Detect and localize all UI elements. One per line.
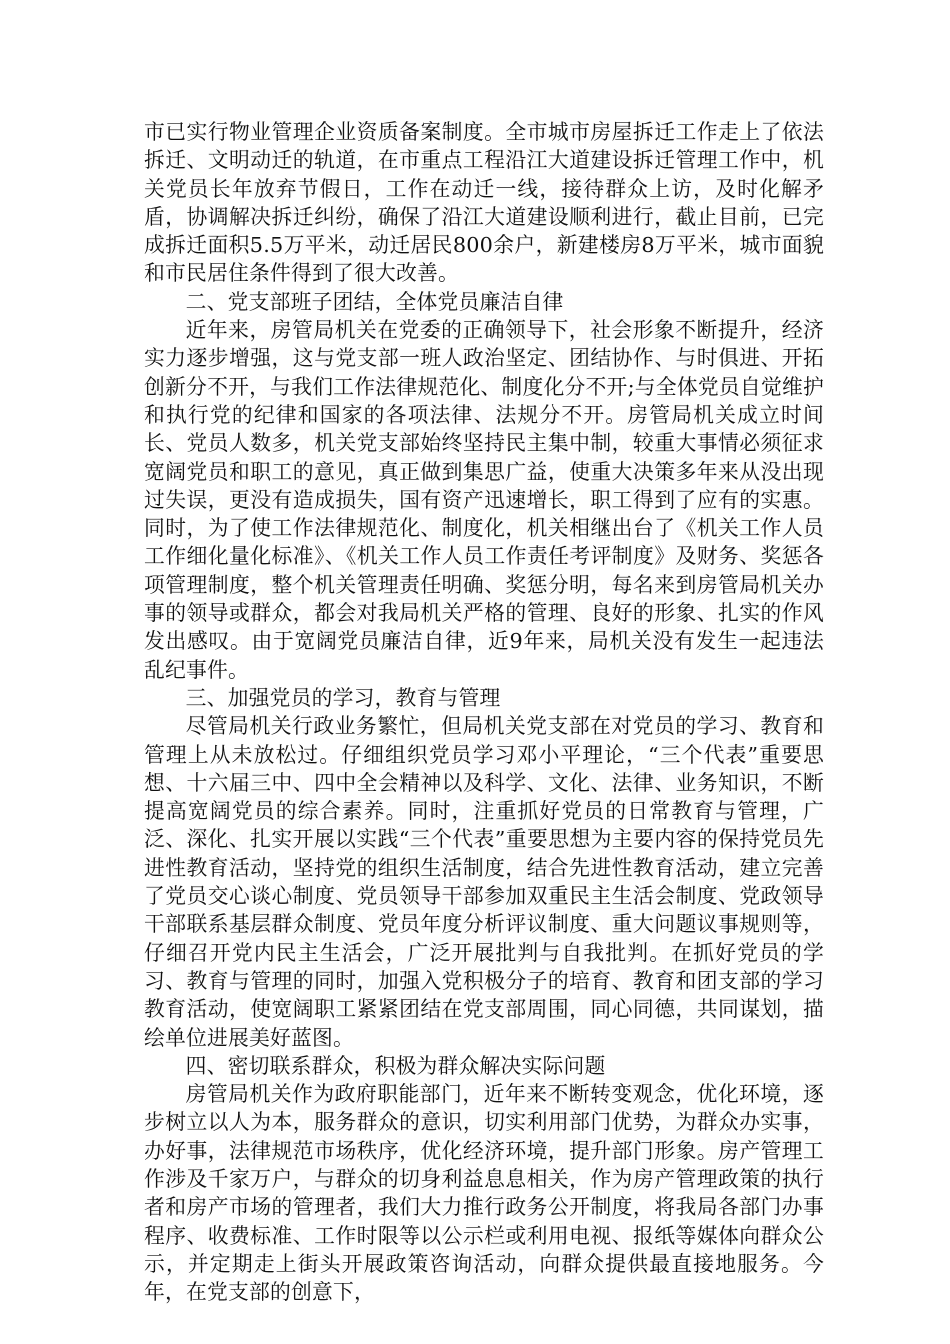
paragraph-demolition-results: 市已实行物业管理企业资质备案制度。全市城市房屋拆迁工作走上了依法拆迁、文明动迁的轨道，在市重点工程沿江大道建设拆迁管理工作中，机关党员长年放弃节假日，工作在动迁一线，接待群众上访，及时化解矛盾，协调解决拆迁纠纷，确保了沿江大道建设顺利进行，截止目前，已完成拆迁面积5.5万平米，动迁居民800余户，新建楼房8万平米，城市面貌和市民居住条件得到了很大改善。 [144, 120, 824, 286]
section-heading-3: 三、加强党员的学习，教育与管理 [185, 685, 501, 710]
paragraph-serve-masses: 房管局机关作为政府职能部门，近年来不断转变观念，优化环境，逐步树立以人为本，服务群众的意识，切实利用部门优势，为群众办实事，办好事，法律规范市场秩序，优化经济环境，提升部门形象。房产管理工作涉及千家万户，与群众的切身利益息息相关，作为房产管理政策的执行者和房产市场的管理者，我们大力推行政务公开制度，将我局各部门办事程序、收费标准、工作时限等以公示栏或利用电视、报纸等媒体向群众公示，并定期走上街头开展政策咨询活动，向群众提供最直接地服务。今年，在党支部的创意下， [144, 1082, 824, 1305]
section-heading-2: 二、党支部班子团结，全体党员廉洁自律 [185, 289, 564, 314]
document-body [144, 118, 824, 1306]
section-heading-4: 四、密切联系群众，积极为群众解决实际问题 [185, 1053, 606, 1078]
paragraph-unity-integrity: 近年来，房管局机关在党委的正确领导下，社会形象不断提升，经济实力逐步增强，这与党支部一班人政治坚定、团结协作、与时俱进、开拓创新分不开，与我们工作法律规范化、制度化分不开;与全体党员自觉维护和执行党的纪律和国家的各项法律、法规分不开。房管局机关成立时间长、党员人数多，机关党支部始终坚持民主集中制，较重大事情必须征求宽阔党员和职工的意见，真正做到集思广益，使重大决策多年来从没出现过失误，更没有造成损失，国有资产迅速增长，职工得到了应有的实惠。同时，为了使工作法律规范化、制度化，机关相继出台了《机关工作人员工作细化量化标准》、《机关工作人员工作责任考评制度》及财务、奖惩各项管理制度，整个机关管理责任明确、奖惩分明，每名来到房管局机关办事的领导或群众，都会对我局机关严格的管理、良好的形象、扎实的作风发出感叹。由于宽阔党员廉洁自律，近9年来，局机关没有发生一起违法乱纪事件。 [144, 318, 824, 682]
paragraph-study-education: 尽管局机关行政业务繁忙，但局机关党支部在对党员的学习、教育和管理上从未放松过。仔细组织党员学习邓小平理论，“三个代表”重要思想、十六届三中、四中全会精神以及科学、文化、法律、业务知识，不断提高宽阔党员的综合素养。同时，注重抓好党员的日常教育与管理，广泛、深化、扎实开展以实践“三个代表”重要思想为主要内容的保持党员先进性教育活动，坚持党的组织生活制度，结合先进性教育活动，建立完善了党员交心谈心制度、党员领导干部参加双重民主生活会制度、党政领导干部联系基层群众制度、党员年度分析评议制度、重大问题议事规则等，仔细召开党内民主生活会，广泛开展批判与自我批判。在抓好党员的学习、教育与管理的同时，加强入党积极分子的培育、教育和团支部的学习教育活动，使宽阔职工紧紧团结在党支部周围，同心同德，共同谋划，描绘单位进展美好蓝图。 [144, 714, 824, 1050]
